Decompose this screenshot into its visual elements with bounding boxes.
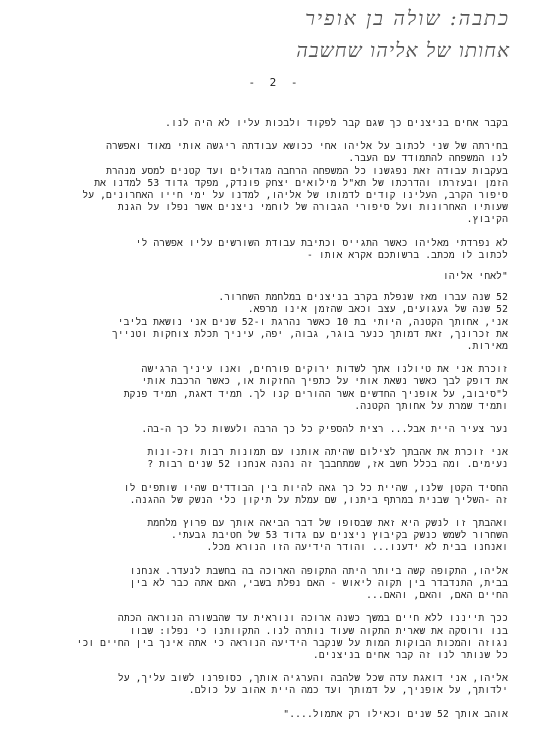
paragraph-news: ככך תייננו ללא חיים במשך כשנה ארוכה ונוראית עד שהבשורה הנוראה הכתה בנו ורוסקה את שארית התקוה שעוד נותרה לנו. התקוותנו כי נפלו: שבוו נגוזה והמכות הבוקות המות על שנקבר הידיעה הנוראה כי אתה אינך בין החיים וכי כל שנותר לנו זה קבר אחים בניצנים.	[76, 613, 508, 661]
paragraph-war: ואהבתך זו לנשק היא זאת שבסופו של דבר הביאה אותך עם פרוץ מלחמת השחרור לשמש כנשק בקיבוץ ניצנים עם גדוד 53 של חטיבת גבעתי. ואנחנו בבית לא ידענו... והודר הידיעה הזו הנורא מכל.	[147, 518, 508, 554]
paragraph-memories: זוכרת אני את טיולנו אתך לשדות ירוקים פורחים, ואנו עיניך הרגישה את דופק לבך כאשר נשאת אותי על כתפיך החזקות או, כאשר הרכבת אותי ל"סיבוב, על אופניך החדשים אשר ההורים קנו לך. תמיד דאגת, תמיד פנקת ותמיד שמרת על אחותך הקטנה.	[123, 364, 508, 412]
paragraph-letter-lead: לא נפרדתי מאליהו כאשר התגייס וכתיבת עבודת השורשים עליו אפשרה לי לכתוב לו מכתב. ברשותכם אקרא אותו -	[135, 237, 508, 261]
paragraph-years: 52 שנה עברו מאז שנפלת בקרב בניצנים במלחמת השחרור. 52 שנה של געגועים, עצב וכאב שהזמן אינו מרפא. אני, אחותך הקטנה, היותי בת 10 כאשר נהרגת ו-52 שנים אני נושאת בליבי את זכרונך, זאת דמותך כנער בוגר, גבוה, יפה, עיניך תכלת צוחקות וטנייך מאירות.	[111, 292, 508, 353]
paragraph-missing: אליהו, התקופה קשה ביותר היתה התקופה הארוכה בה בחשבת לנעדר. אנחנו בבית, התנדבדר בין תקוה ליאוש - האם נפלת בשבי, האם אתה כבר לא בין החיים האם, והאם, והאם...	[129, 565, 508, 602]
letter-salutation: "לאחי אליהו	[442, 271, 508, 283]
letter-body	[42, 118, 508, 732]
paragraph-photography: אני זוכרת את אהבתך לצילום שהיתה אותנו עם תמונות רבות וזכ-ונות נעימים. ומה בכלל חשב אז, שמתחבבך זה נהנה אנחנו 52 שנים רבות ?	[147, 447, 508, 471]
paragraph-intro: בקבר אחים בניצנים כך שגם קבר לפקוד ולבכות עליו לא היה לנו.	[165, 118, 508, 129]
handwritten-author-line: כתבה: שולה בן אופיר	[305, 6, 510, 30]
paragraph-closing: אוהב אותך 52 שנים וכאילו רק אתמול...."	[283, 708, 508, 720]
paragraph-remember: אליהו, אני דואגת עדה שכל שלהבה והערגיה אותך, כסופרנו לשוב עליך, על ילדותך, על אופניך, על דמותך ועד כמה היית אהוב על כולם.	[117, 673, 508, 697]
page-number: - 2 -	[248, 76, 302, 89]
handwritten-relation-line: אחותו של אליהו שחשבה	[296, 38, 510, 62]
paragraph-project: בחירתה של שני לכתוב על אליהו אחי ככושא עבודתה ריגשה אותי מאוד ואפשרה לנו המשפחה להתמודד עם העבר. בעקבות עבודה זאת נפגשנו כל המשפחה הרחבה מגדולים ועד קטנים למסע מנהרת הזמן ובעזרתו והדרכתו של תא"ל מילואים יצחק פונדק, מפקד גדוד 53 למדנו את סיפור הקרב, העלינו קודים לדמותו של אליהו, למדנו על ימי חייו האחרונים, על שעותיו האחרונות ועל סיפורי הגבורה של לוחמי ניצנים אשר נפלו על הגנת הקיבוץ.	[82, 141, 508, 226]
paragraph-young: נער צעיר היית אבל... רצית להספיק כל כך הרבה ולעשות כל כך ה-בה.	[141, 424, 508, 436]
paragraph-workshop: החסיד הקטן שלנו, שהיית כל כך גאה להיות בין הבודדים שהיו שותפים לו זה -השליך שבנית במרתף ביתנו, שם עמלת על תיקון כלי הנשק של ההגנה.	[123, 482, 508, 506]
